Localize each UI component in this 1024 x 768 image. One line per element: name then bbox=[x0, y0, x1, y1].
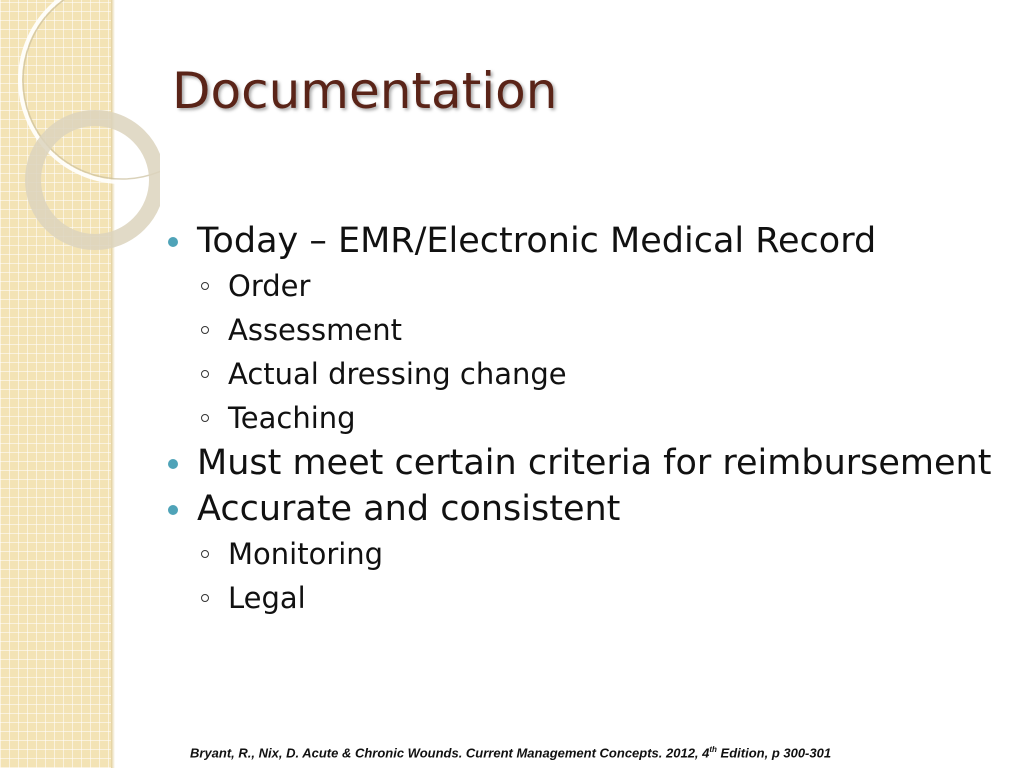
sub-bullet-text: Assessment bbox=[228, 313, 402, 347]
slide-title: Documentation bbox=[172, 62, 558, 120]
sub-bullet-text: Order bbox=[228, 269, 311, 303]
hollow-circle-icon bbox=[201, 326, 209, 334]
sub-bullet-item bbox=[160, 576, 1010, 620]
citation-superscript: th bbox=[709, 745, 717, 754]
bullet-dot-icon bbox=[168, 237, 178, 247]
hollow-circle-icon bbox=[201, 414, 209, 422]
sub-bullet-item bbox=[160, 396, 1010, 440]
sub-bullet-item bbox=[160, 308, 1010, 352]
citation-text-end: Edition, p 300-301 bbox=[716, 745, 832, 761]
bullet-text: Must meet certain criteria for reimbursement bbox=[197, 443, 992, 483]
sub-bullet-text: Legal bbox=[228, 581, 306, 615]
citation-text: Bryant, R., Nix, D. Acute & Chronic Wounds. Current Management Concepts. 2012, 4 bbox=[190, 745, 710, 761]
sub-bullet-item bbox=[160, 264, 1010, 308]
hollow-circle-icon bbox=[201, 370, 209, 378]
bullet-text: Today – EMR/Electronic Medical Record bbox=[197, 221, 877, 261]
hollow-circle-icon bbox=[201, 550, 209, 558]
bullet-item bbox=[160, 218, 1010, 264]
bullet-item bbox=[160, 440, 1010, 486]
citation bbox=[190, 745, 831, 760]
sub-bullet-item bbox=[160, 352, 1010, 396]
sub-bullet-text: Monitoring bbox=[228, 537, 384, 571]
hollow-circle-icon bbox=[201, 282, 209, 290]
decorative-rings bbox=[0, 0, 160, 260]
sub-bullet-item bbox=[160, 532, 1010, 576]
hollow-circle-icon bbox=[201, 594, 209, 602]
bullet-item bbox=[160, 486, 1010, 532]
sub-bullet-text: Teaching bbox=[228, 401, 356, 435]
sub-bullet-text: Actual dressing change bbox=[228, 357, 567, 391]
bullet-dot-icon bbox=[168, 505, 178, 515]
bullet-list bbox=[160, 218, 1010, 620]
bullet-text: Accurate and consistent bbox=[197, 489, 621, 529]
bullet-dot-icon bbox=[168, 459, 178, 469]
